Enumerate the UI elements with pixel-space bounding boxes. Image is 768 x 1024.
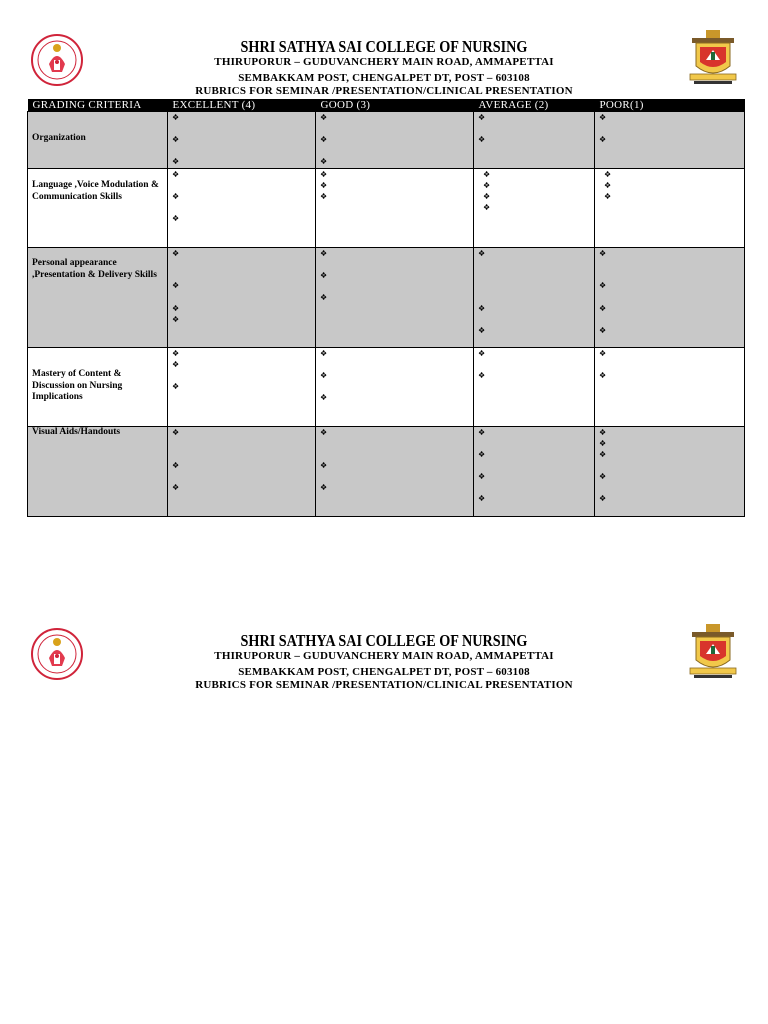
criteria-cell (28, 427, 168, 517)
bullet-icon: ❖ (172, 461, 180, 470)
rubric-title: RUBRICS FOR SEMINAR /PRESENTATION/CLINICAL PRESENTATION (195, 85, 573, 97)
bullet-icon: ❖ (599, 113, 607, 122)
college-name: SHRI SATHYA SAI COLLEGE OF NURSING (240, 37, 528, 56)
rubric-table (27, 99, 745, 517)
criteria-label: Organization (32, 133, 86, 143)
bullet-icon: ❖ (483, 170, 491, 179)
bullet-icon: ❖ (320, 349, 328, 358)
bullet-icon: ❖ (478, 249, 486, 258)
bullet-icon: ❖ (320, 428, 328, 437)
bullet-icon: ❖ (478, 326, 486, 335)
rating-cell (595, 427, 745, 517)
criteria-label: Personal appearance ,Presentation & Delivery Skills (32, 258, 157, 280)
bullet-icon: ❖ (599, 494, 607, 503)
bullet-icon: ❖ (483, 203, 491, 212)
rating-cell (595, 169, 745, 248)
address-line-1: THIRUPORUR – GUDUVANCHERY MAIN ROAD, AMMAPETTAI (214, 650, 554, 662)
bullet-icon: ❖ (599, 472, 607, 481)
bullet-icon: ❖ (172, 382, 180, 391)
rubric-title: RUBRICS FOR SEMINAR /PRESENTATION/CLINICAL PRESENTATION (195, 679, 573, 691)
bullet-icon: ❖ (172, 428, 180, 437)
rating-cell (168, 112, 316, 169)
header-poor: POOR(1) (595, 99, 745, 112)
bullet-icon: ❖ (478, 371, 486, 380)
bullet-icon: ❖ (604, 192, 612, 201)
rating-cell (474, 112, 595, 169)
bullet-icon: ❖ (599, 349, 607, 358)
rating-cell (168, 169, 316, 248)
rating-cell (474, 169, 595, 248)
criteria-label: Visual Aids/Handouts (32, 427, 121, 437)
bullet-icon: ❖ (172, 192, 180, 201)
rating-cell (316, 112, 474, 169)
bullet-icon: ❖ (320, 113, 328, 122)
header-good: GOOD (3) (316, 99, 474, 112)
rating-cell (316, 248, 474, 348)
criteria-label: Mastery of Content & Discussion on Nursing Implications (32, 369, 123, 402)
bullet-icon: ❖ (599, 135, 607, 144)
bullet-icon: ❖ (172, 315, 180, 324)
bullet-icon: ❖ (320, 271, 328, 280)
rating-cell (168, 348, 316, 427)
bullet-icon: ❖ (320, 170, 328, 179)
bullet-icon: ❖ (172, 483, 180, 492)
bullet-icon: ❖ (172, 157, 180, 166)
bullet-icon: ❖ (172, 214, 180, 223)
university-crest-icon (686, 28, 740, 88)
criteria-cell (28, 248, 168, 348)
bullet-icon: ❖ (599, 371, 607, 380)
bullet-icon: ❖ (478, 113, 486, 122)
table-row (28, 248, 745, 348)
criteria-cell (28, 348, 168, 427)
bullet-icon: ❖ (478, 494, 486, 503)
rating-cell (595, 112, 745, 169)
bullet-icon: ❖ (320, 249, 328, 258)
bullet-icon: ❖ (599, 450, 607, 459)
rating-cell (474, 248, 595, 348)
bullet-icon: ❖ (478, 349, 486, 358)
bullet-icon: ❖ (320, 157, 328, 166)
rating-cell (474, 427, 595, 517)
bullet-icon: ❖ (483, 192, 491, 201)
bullet-icon: ❖ (320, 461, 328, 470)
table-row (28, 348, 745, 427)
bullet-icon: ❖ (599, 428, 607, 437)
bullet-icon: ❖ (172, 113, 180, 122)
address-line-2: SEMBAKKAM POST, CHENGALPET DT, POST – 603108 (238, 72, 530, 84)
rating-cell (316, 169, 474, 248)
bullet-icon: ❖ (320, 293, 328, 302)
bullet-icon: ❖ (478, 472, 486, 481)
address-line-2: SEMBAKKAM POST, CHENGALPET DT, POST – 603108 (238, 666, 530, 678)
criteria-cell (28, 169, 168, 248)
university-crest-icon (686, 622, 740, 682)
bullet-icon: ❖ (604, 181, 612, 190)
bullet-icon: ❖ (599, 304, 607, 313)
bullet-icon: ❖ (172, 249, 180, 258)
bullet-icon: ❖ (320, 371, 328, 380)
bullet-icon: ❖ (172, 281, 180, 290)
table-row (28, 169, 745, 248)
bullet-icon: ❖ (478, 428, 486, 437)
bullet-icon: ❖ (320, 483, 328, 492)
rating-cell (316, 427, 474, 517)
rating-cell (316, 348, 474, 427)
rating-cell (595, 248, 745, 348)
bullet-icon: ❖ (172, 304, 180, 313)
table-row (28, 112, 745, 169)
page-header-2 (0, 622, 768, 712)
rating-cell (474, 348, 595, 427)
bullet-icon: ❖ (478, 450, 486, 459)
address-line-1: THIRUPORUR – GUDUVANCHERY MAIN ROAD, AMMAPETTAI (214, 56, 554, 68)
rating-cell (168, 427, 316, 517)
rating-cell (168, 248, 316, 348)
bullet-icon: ❖ (320, 135, 328, 144)
header-grading-criteria: GRADING CRITERIA (28, 99, 168, 112)
criteria-cell (28, 112, 168, 169)
criteria-label: Language ,Voice Modulation & Communication Skills (32, 180, 159, 202)
bullet-icon: ❖ (320, 393, 328, 402)
bullet-icon: ❖ (172, 349, 180, 358)
bullet-icon: ❖ (599, 281, 607, 290)
bullet-icon: ❖ (599, 439, 607, 448)
bullet-icon: ❖ (172, 170, 180, 179)
table-header-row (28, 99, 745, 112)
college-name: SHRI SATHYA SAI COLLEGE OF NURSING (240, 631, 528, 650)
bullet-icon: ❖ (604, 170, 612, 179)
bullet-icon: ❖ (599, 249, 607, 258)
bullet-icon: ❖ (320, 181, 328, 190)
bullet-icon: ❖ (172, 360, 180, 369)
bullet-icon: ❖ (172, 135, 180, 144)
bullet-icon: ❖ (320, 192, 328, 201)
header-average: AVERAGE (2) (474, 99, 595, 112)
rating-cell (595, 348, 745, 427)
bullet-icon: ❖ (599, 326, 607, 335)
bullet-icon: ❖ (483, 181, 491, 190)
header-excellent: EXCELLENT (4) (168, 99, 316, 112)
bullet-icon: ❖ (478, 135, 486, 144)
bullet-icon: ❖ (478, 304, 486, 313)
table-row (28, 427, 745, 517)
